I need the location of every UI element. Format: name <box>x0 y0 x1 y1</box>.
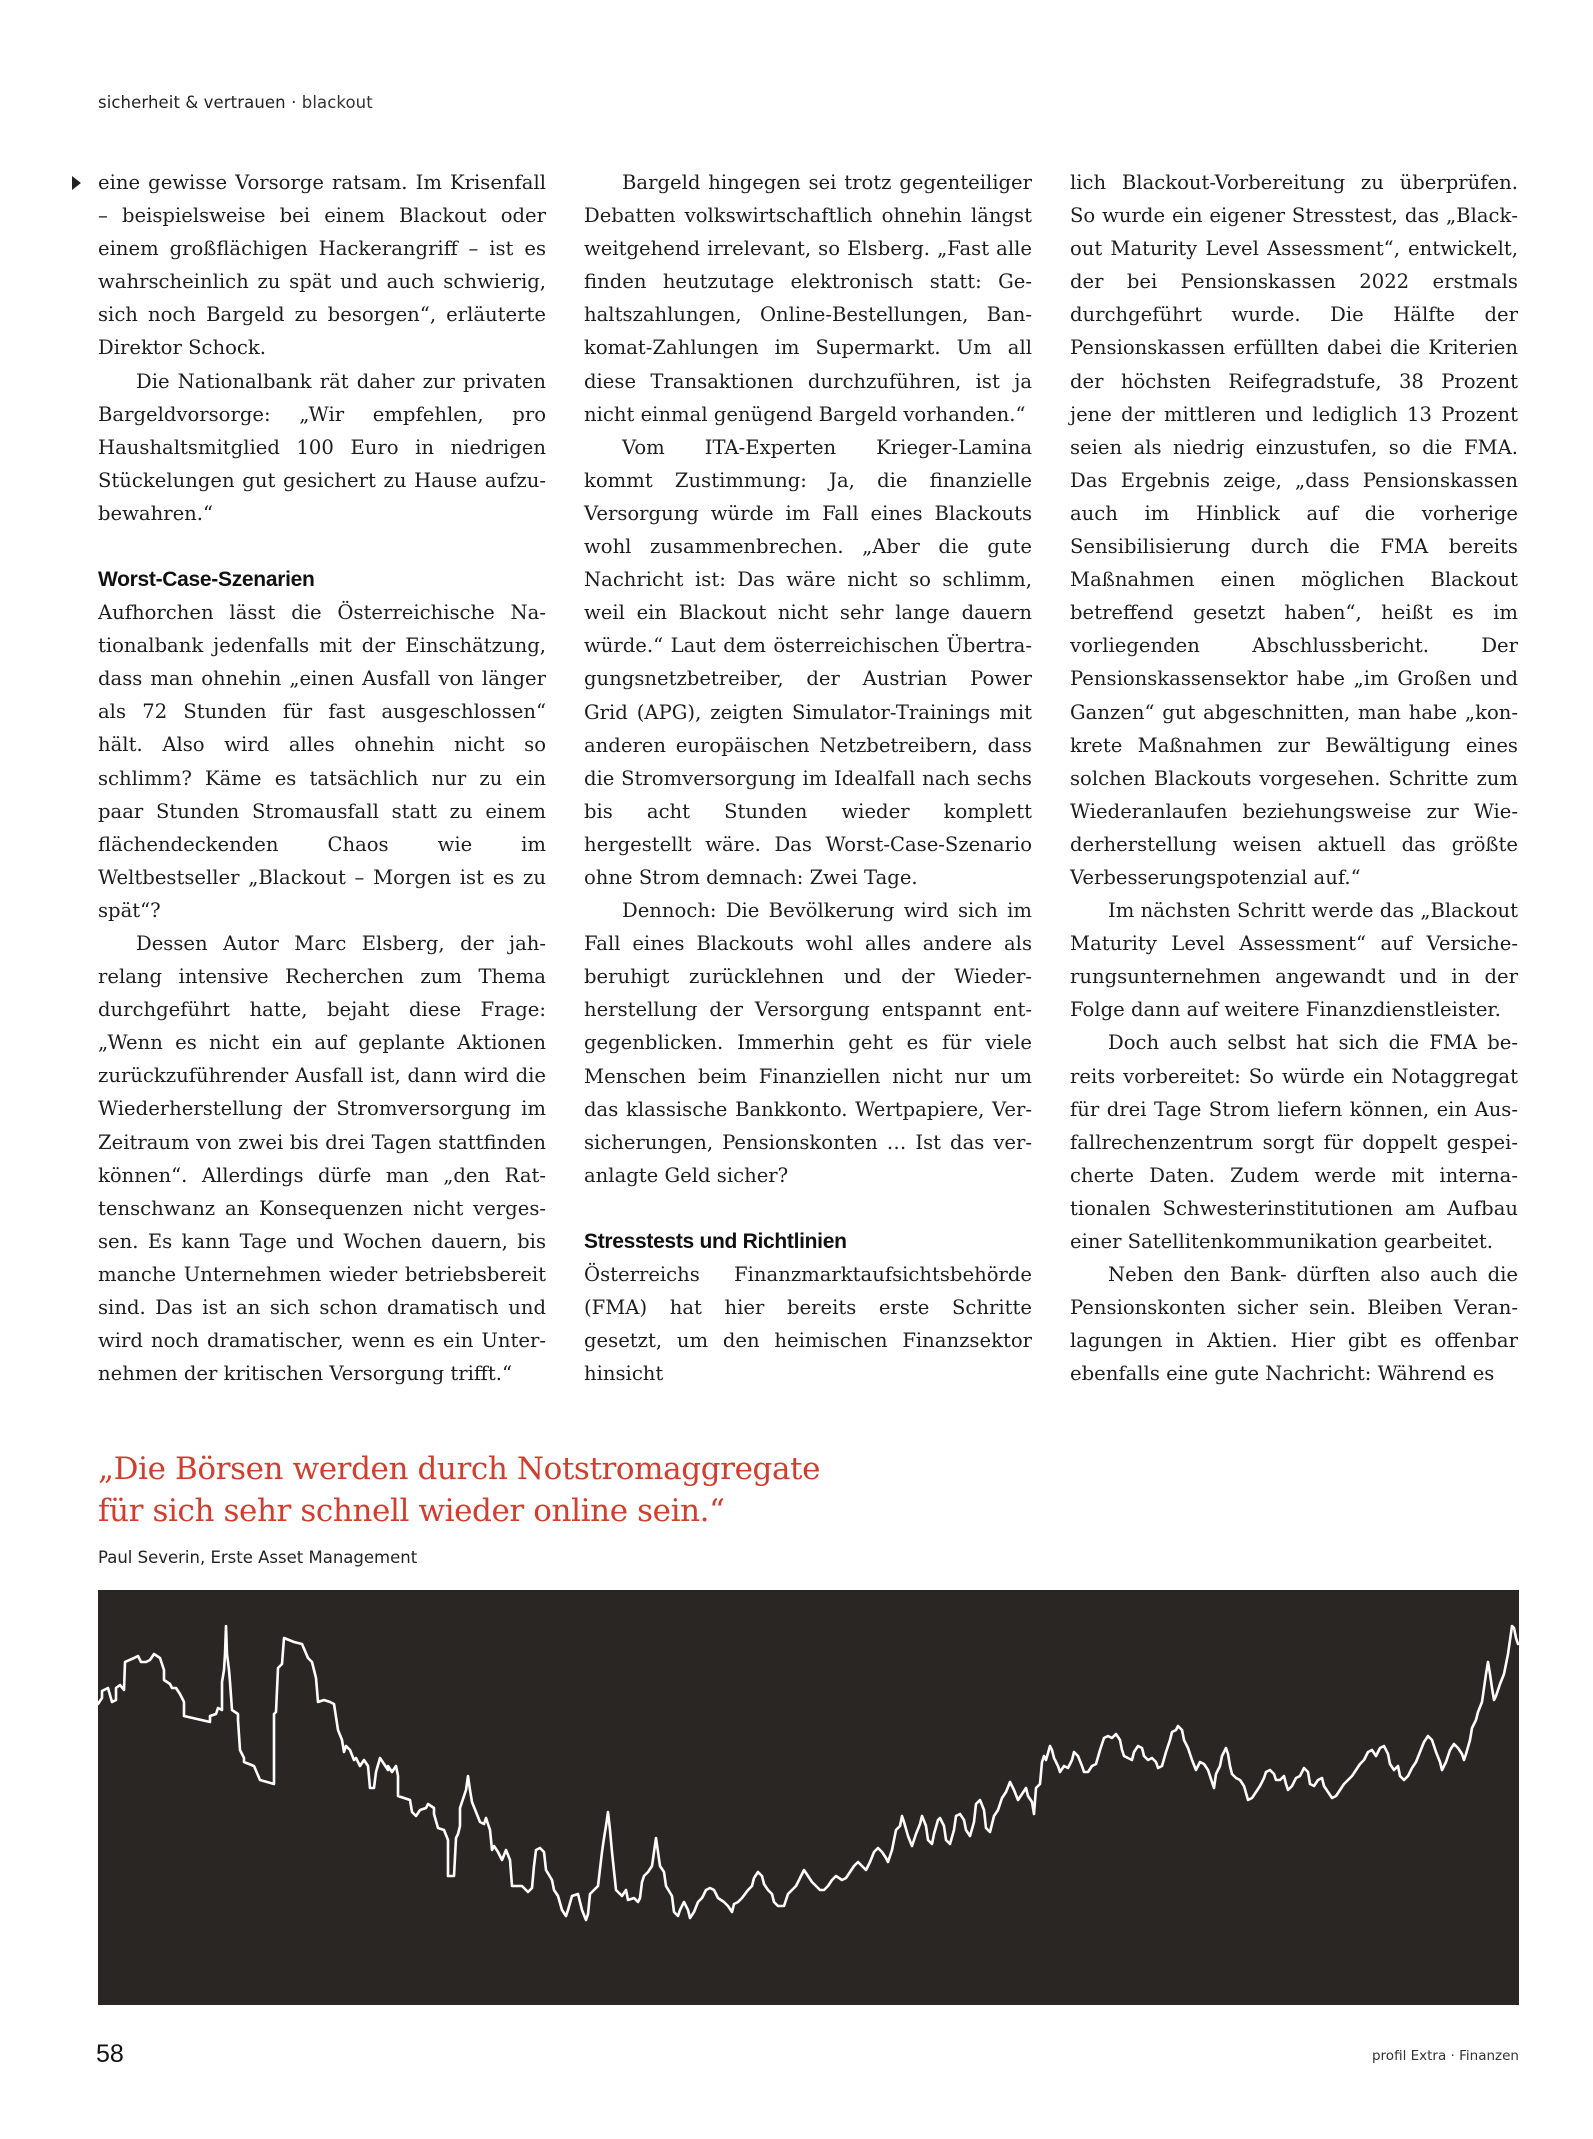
paragraph: Vom ITA-Experten Krieger-Lamina kommt Zustimmung: Ja, die finanzielle Versorgung würde im Fall eines Blackouts wohl zusammenbrechen. „Aber die gute Nachricht ist: Das wäre nicht so schlimm, weil ein Blackout nicht sehr lange dauern würde.“ Laut dem österreichischen Übertragungsnetzbetreiber, der Austrian Power Grid (APG), zeigten Simulator-Trainings mit anderen europäischen Netzbetreibern, dass die Stromversorgung im Idealfall nach sechs bis acht Stunden wieder komplett hergestellt wäre. Das Worst-Case-Szenario ohne Strom demnach: Zwei Tage. <box>584 435 1032 889</box>
paragraph: Im nächsten Schritt werde das „Blackout Maturity Level Assessment“ auf Versicherungsunternehmen angewandt und in der Folge dann auf weitere Finanzdienstleister. <box>1070 899 1518 1022</box>
skyline-icon <box>98 1590 1519 2005</box>
paragraph: Dessen Autor Marc Elsberg, der jahrelang intensive Recherchen zum Thema durchgeführt hatte, bejaht diese Frage: „Wenn es nicht ein auf geplante Aktionen zurückzuführender Ausfall ist, dann wird die Wiederherstellung der Stromversorgung im Zeitraum von zwei bis drei Tagen stattfinden können“. Allerdings dürfe man „den Rattenschwanz an Konsequenzen nicht vergessen. Es kann Tage und Wochen dauern, bis manche Unternehmen wieder betriebsbereit sind. Das ist an sich schon dramatisch und wird noch dramatischer, wenn es ein Unternehmen der kritischen Versorgung trifft.“ <box>98 931 546 1386</box>
article-columns <box>98 166 1518 1390</box>
column-3 <box>1070 166 1518 1390</box>
page-number: 58 <box>96 2040 124 2068</box>
paragraph: Neben den Bank- dürften also auch die Pensionskonten sicher sein. Bleiben Veranlagungen in Aktien. Hier gibt es offenbar ebenfalls eine gute Nachricht: Während es <box>1070 1263 1518 1386</box>
pull-quote-line: „Die Börsen werden durch Notstromaggregate <box>98 1451 821 1487</box>
quote-attribution: Paul Severin, Erste Asset Management <box>98 1548 418 1567</box>
paragraph: Aufhorchen lässt die Österreichische Nationalbank jedenfalls mit der Einschätzung, dass man ohnehin „einen Ausfall von länger als 72 Stunden für fast ausgeschlossen“ hält. Also wird alles ohnehin nicht so schlimm? Käme es tatsächlich nur zu ein paar Stunden Stromausfall statt zu einem flächendeckenden Chaos wie im Weltbestseller „Blackout – Morgen ist es zu spät“? <box>98 601 546 922</box>
paragraph: Doch auch selbst hat sich die FMA bereits vorbereitet: So würde ein Notaggregat für drei Tage Strom liefern können, ein Ausfallrechenzentrum sorgt für doppelt gespeicherte Daten. Zudem werde mit internationalen Schwesterinstitutionen am Aufbau einer Satellitenkommunikation gearbeitet. <box>1070 1031 1518 1253</box>
topic-label: blackout <box>301 93 373 112</box>
paragraph: Dennoch: Die Bevölkerung wird sich im Fall eines Blackouts wohl alles andere als beruhigt zurücklehnen und der Wiederherstellung der Versorgung entspannt entgegenblicken. Immerhin geht es für viele Menschen beim Finanziellen nicht nur um das klassische Bankkonto. Wertpapiere, Versicherungen, Pensionskonten … Ist das veranlagte Geld sicher? <box>584 899 1032 1187</box>
paragraph: eine gewisse Vorsorge ratsam. Im Krisenfall – beispielsweise bei einem Blackout oder einem großflächigen Hackerangriff – ist es wahrscheinlich zu spät und auch schwierig, sich noch Bargeld zu besorgen“, erläuterte Direktor Schock. <box>98 171 546 360</box>
paragraph: Die Nationalbank rät daher zur privaten Bargeldvorsorge: „Wir empfehlen, pro Haushaltsmitglied 100 Euro in niedrigen Stückelungen gut gesichert zu Hause aufzubewahren.“ <box>98 369 546 525</box>
pull-quote <box>98 1448 820 1532</box>
column-2 <box>584 166 1032 1390</box>
subheading: Stresstests und Richtlinien <box>584 1229 847 1253</box>
pull-quote-line: für sich sehr schnell wieder online sein.“ <box>98 1493 725 1529</box>
publication-label: profil Extra · Finanzen <box>1371 2048 1519 2064</box>
section-label: sicherheit & vertrauen <box>98 93 286 112</box>
skyline-illustration <box>98 1590 1519 2005</box>
paragraph: lich Blackout-Vorbereitung zu überprüfen. So wurde ein eigener Stresstest, das „Blackout Maturity Level Assessment“, entwickelt, der bei Pensionskassen 2022 erstmals durchgeführt wurde. Die Hälfte der Pensionskassen erfüllten dabei die Kriterien der höchsten Reifegradstufe, 38 Prozent jene der mittleren und lediglich 13 Prozent seien als niedrig einzustufen, so die FMA. Das Ergebnis zeige, „dass Pensionskassen auch im Hinblick auf die vorherige Sensibilisierung durch die FMA bereits Maßnahmen einen möglichen Blackout betreffend gesetzt haben“, heißt es im vorliegenden Abschlussbericht. Der Pensionskassensektor habe „im Großen und Ganzen“ gut abgeschnitten, man habe „konkrete Maßnahmen zur Bewältigung eines solchen Blackouts vorgesehen. Schritte zum Wiederanlaufen beziehungsweise zur Wiederherstellung weisen aktuell das größte Verbesserungspotenzial auf.“ <box>1070 171 1518 889</box>
paragraph: Österreichs Finanzmarktaufsichtsbehörde (FMA) hat hier bereits erste Schritte gesetzt, um den heimischen Finanzsektor hinsicht <box>584 1262 1032 1386</box>
header-separator: · <box>285 93 302 112</box>
column-1 <box>98 166 546 1390</box>
continuation-arrow-icon <box>72 176 81 190</box>
subheading: Worst-Case-Szenarien <box>98 568 315 592</box>
paragraph: Bargeld hingegen sei trotz gegenteiliger Debatten volkswirtschaftlich ohnehin längst weitgehend irrelevant, so Elsberg. „Fast alle finden heutzutage elektronisch statt: Gehaltszahlungen, Online-Bestellungen, Bankomat-Zahlungen im Supermarkt. Um all diese Transaktionen durchzuführen, ist ja nicht einmal genügend Bargeld vorhanden.“ <box>584 171 1032 426</box>
page-header <box>98 93 373 112</box>
